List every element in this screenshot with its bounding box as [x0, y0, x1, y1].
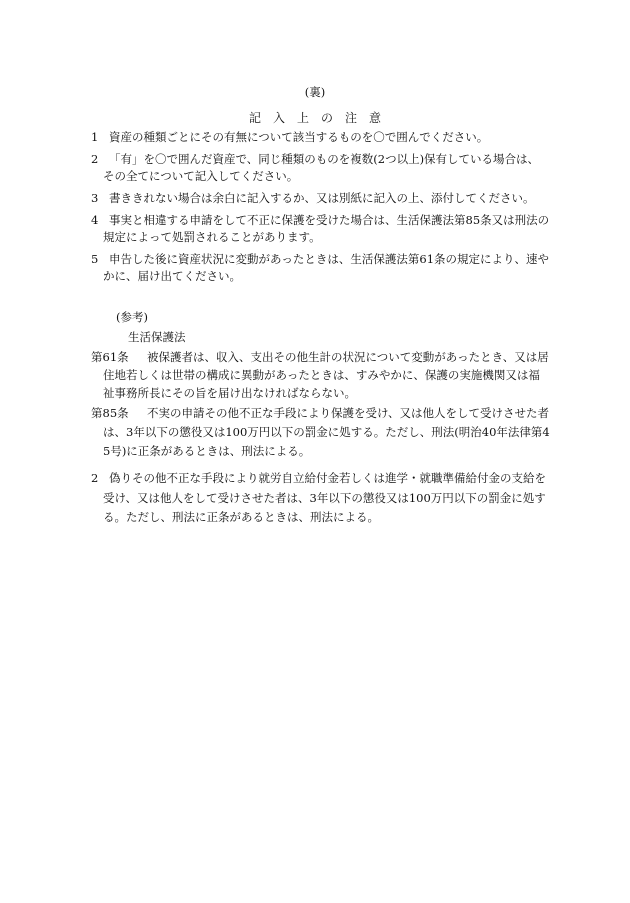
article-61-line-3: 祉事務所長にその旨を届け出なければならない。	[103, 386, 356, 400]
note-number: 3	[91, 191, 99, 205]
article-61-line-2: 住地若しくは世帯の構成に異動があったときは、すみやかに、保護の実施機関又は福	[103, 368, 540, 382]
note-2-line-2: その全てについて記入してください。	[103, 169, 299, 183]
article-85-2-line-3: る。ただし、刑法に正条があるときは、刑法による。	[103, 510, 379, 524]
article-85-2-line-1	[91, 470, 546, 486]
reference-label: (参考)	[116, 310, 148, 324]
note-text: 事実と相違する申請をして不正に保護を受けた場合は、生活保護法第85条又は刑法の	[109, 213, 550, 227]
note-1-line-1	[91, 129, 488, 145]
page-title: 記入上の注意	[248, 111, 393, 125]
note-text: 申告した後に資産状況に変動があったときは、生活保護法第61条の規定により、速や	[109, 252, 550, 266]
note-number: 2	[91, 152, 99, 166]
article-number: 第61条	[91, 350, 129, 364]
law-name: 生活保護法	[128, 330, 186, 344]
note-text: 資産の種類ごとにその有無について該当するものを〇で囲んでください。	[109, 130, 489, 144]
note-4-line-2: 規定によって処罰されることがあります。	[103, 230, 321, 244]
article-61-line-1	[91, 349, 549, 365]
article-85-2-line-2: 受け、又は他人をして受けさせた者は、3年以下の懲役又は100万円以下の罰金に処す	[103, 491, 546, 505]
note-text: 「有」を〇で囲んだ資産で、同じ種類のものを複数(2つ以上)保有している場合は、	[109, 152, 540, 166]
note-5-line-1	[91, 251, 549, 267]
note-4-line-1	[91, 212, 549, 228]
note-5-line-2: かに、届け出てください。	[103, 269, 241, 283]
article-text: 被保護者は、収入、支出その他生計の状況について変動があったとき、又は居	[147, 350, 549, 364]
note-text: 書ききれない場合は余白に記入するか、又は別紙に記入の上、添付してください。	[109, 191, 535, 205]
article-85-line-2: は、3年以下の懲役又は100万円以下の罰金に処する。ただし、刑法(明治40年法律第4	[103, 425, 550, 439]
article-text: 不実の申請その他不正な手段により保護を受け、又は他人をして受けさせた者	[147, 406, 550, 420]
article-text: 偽りその他不正な手段により就労自立給付金若しくは進学・就職準備給付金の支給を	[109, 471, 546, 485]
note-3-line-1	[91, 190, 535, 206]
note-2-line-1	[91, 151, 539, 167]
article-number: 2	[91, 471, 99, 485]
note-number: 5	[91, 252, 99, 266]
article-85-line-1	[91, 405, 549, 421]
note-number: 1	[91, 130, 99, 144]
article-number: 第85条	[91, 406, 129, 420]
note-number: 4	[91, 213, 99, 227]
back-side-label: (裏)	[304, 85, 326, 99]
article-85-line-3: 5号)に正条があるときは、刑法による。	[103, 444, 311, 458]
